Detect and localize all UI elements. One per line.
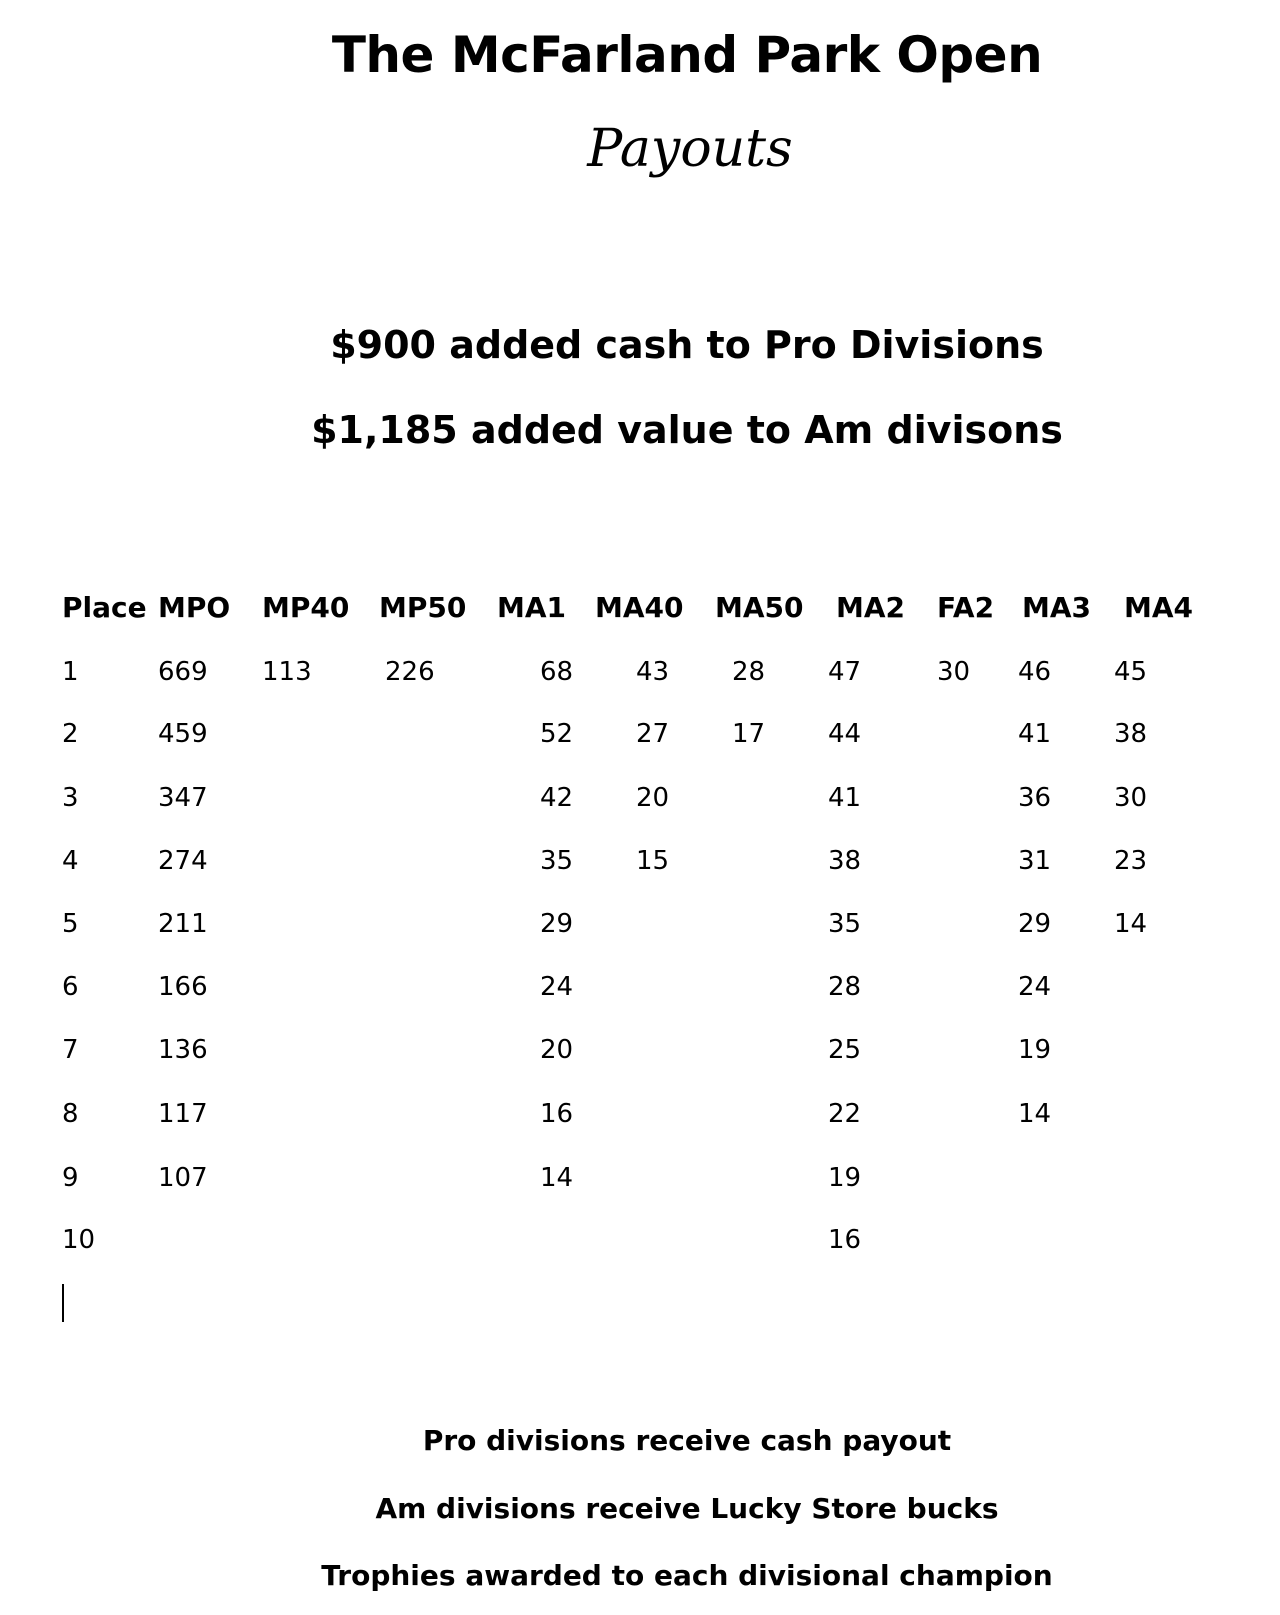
column-header-mpo: MPO xyxy=(158,591,231,624)
place-cell: 1 xyxy=(62,657,79,687)
payout-cell: 38 xyxy=(1114,719,1148,749)
payout-cell: 274 xyxy=(158,846,208,876)
payout-cell: 211 xyxy=(158,909,208,939)
payout-cell: 43 xyxy=(636,657,670,687)
payout-cell: 19 xyxy=(1018,1035,1052,1065)
payout-cell: 15 xyxy=(636,846,670,876)
payout-cell: 24 xyxy=(540,972,574,1002)
payout-cell: 17 xyxy=(732,719,766,749)
payout-cell: 36 xyxy=(1018,783,1052,813)
footer-trophy-note: Trophies awarded to each divisional champion xyxy=(321,1559,1053,1592)
payout-cell: 30 xyxy=(1114,783,1148,813)
column-header-ma2: MA2 xyxy=(836,591,906,624)
payout-cell: 27 xyxy=(636,719,670,749)
document-title: The McFarland Park Open xyxy=(331,26,1043,84)
place-cell: 6 xyxy=(62,972,79,1002)
payout-cell: 38 xyxy=(828,846,862,876)
payout-cell: 47 xyxy=(828,657,862,687)
payout-cell: 136 xyxy=(158,1035,208,1065)
payout-cell: 41 xyxy=(828,783,862,813)
place-cell: 3 xyxy=(62,783,79,813)
payout-cell: 31 xyxy=(1018,846,1052,876)
column-header-mp50: MP50 xyxy=(379,591,467,624)
place-cell: 5 xyxy=(62,909,79,939)
payout-cell: 35 xyxy=(828,909,862,939)
payout-cell: 14 xyxy=(1018,1099,1052,1129)
place-cell: 9 xyxy=(62,1163,79,1193)
footer-pro-note: Pro divisions receive cash payout xyxy=(422,1424,952,1457)
place-cell: 2 xyxy=(62,719,79,749)
payout-cell: 68 xyxy=(540,657,574,687)
place-cell: 4 xyxy=(62,846,79,876)
payout-cell: 16 xyxy=(540,1099,574,1129)
column-header-place: Place xyxy=(62,591,147,624)
payout-cell: 42 xyxy=(540,783,574,813)
payout-cell: 23 xyxy=(1114,846,1148,876)
payout-cell: 107 xyxy=(158,1163,208,1193)
payout-cell: 113 xyxy=(262,657,312,687)
place-cell: 8 xyxy=(62,1099,79,1129)
payout-cell: 19 xyxy=(828,1163,862,1193)
payout-cell: 44 xyxy=(828,719,862,749)
column-header-ma40: MA40 xyxy=(595,591,684,624)
payout-cell: 669 xyxy=(158,657,208,687)
column-header-ma1: MA1 xyxy=(497,591,567,624)
payout-cell: 20 xyxy=(636,783,670,813)
payout-cell: 30 xyxy=(937,657,971,687)
payout-cell: 117 xyxy=(158,1099,208,1129)
column-header-ma50: MA50 xyxy=(715,591,804,624)
column-header-mp40: MP40 xyxy=(262,591,350,624)
am-added-value-headline: $1,185 added value to Am divisons xyxy=(311,408,1063,452)
payout-cell: 166 xyxy=(158,972,208,1002)
column-header-fa2: FA2 xyxy=(937,591,995,624)
place-cell: 10 xyxy=(62,1225,96,1255)
pro-added-cash-headline: $900 added cash to Pro Divisions xyxy=(330,323,1044,367)
place-cell: 7 xyxy=(62,1035,79,1065)
payout-cell: 52 xyxy=(540,719,574,749)
payout-cell: 41 xyxy=(1018,719,1052,749)
payout-cell: 29 xyxy=(1018,909,1052,939)
document-subtitle: Payouts xyxy=(587,119,793,179)
payout-cell: 20 xyxy=(540,1035,574,1065)
payout-cell: 35 xyxy=(540,846,574,876)
payout-cell: 347 xyxy=(158,783,208,813)
payout-cell: 459 xyxy=(158,719,208,749)
payout-cell: 46 xyxy=(1018,657,1052,687)
payout-cell: 226 xyxy=(385,657,435,687)
text-cursor xyxy=(62,1284,64,1322)
column-header-ma4: MA4 xyxy=(1124,591,1194,624)
column-header-ma3: MA3 xyxy=(1022,591,1092,624)
payout-cell: 25 xyxy=(828,1035,862,1065)
payout-cell: 28 xyxy=(828,972,862,1002)
payout-cell: 14 xyxy=(540,1163,574,1193)
payout-cell: 16 xyxy=(828,1225,862,1255)
payout-cell: 29 xyxy=(540,909,574,939)
payout-cell: 22 xyxy=(828,1099,862,1129)
footer-am-note: Am divisions receive Lucky Store bucks xyxy=(375,1492,999,1525)
payout-cell: 14 xyxy=(1114,909,1148,939)
payout-cell: 28 xyxy=(732,657,766,687)
payout-cell: 24 xyxy=(1018,972,1052,1002)
payout-cell: 45 xyxy=(1114,657,1148,687)
